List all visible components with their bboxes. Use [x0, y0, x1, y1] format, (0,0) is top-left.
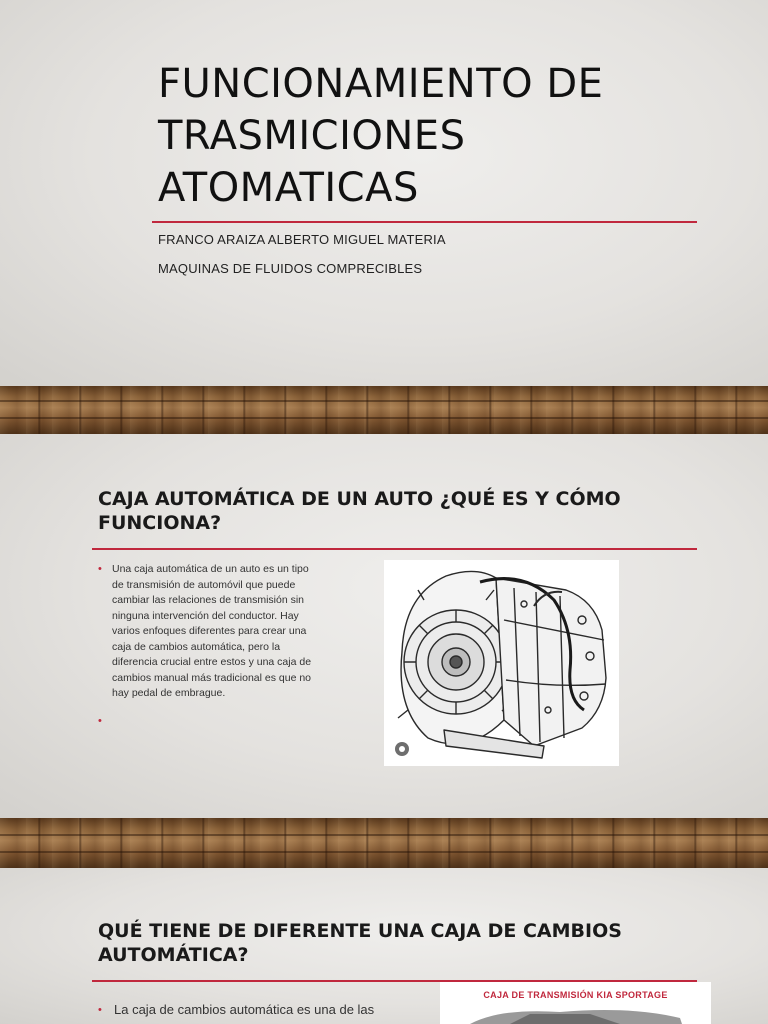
- kia-transmission-drawing: [440, 982, 711, 1024]
- list-item: • Una caja automática de un auto es un tipo de transmisión de automóvil que puede cambiar las relaciones de transmisión sin ninguna intervención del conductor. Hay varios enfoques diferentes para crear una caja de cambios automática, pero la diferencia crucial entre estos y una caja de cambios manual más tradicional es que no hay pedal de embrague.: [98, 563, 312, 699]
- slide-1: [0, 0, 768, 386]
- bullet-marker: •: [98, 1004, 102, 1016]
- wood-separator: [0, 386, 768, 434]
- slide-3-heading: QUÉ TIENE DE DIFERENTE UNA CAJA DE CAMBIOS AUTOMÁTICA?: [98, 920, 622, 966]
- heading-divider: [92, 548, 697, 550]
- bullet-list: [98, 562, 320, 727]
- presentation-title: FUNCIONAMIENTO DE TRASMICIONES ATOMATICAS: [158, 61, 604, 211]
- kia-transmission-image: [440, 982, 711, 1024]
- bullet-list: [98, 1001, 418, 1019]
- slide-2: [0, 434, 768, 818]
- list-item: • La caja de cambios automática es una de las: [98, 1002, 375, 1017]
- bullet-marker: •: [98, 714, 102, 727]
- title-divider: [152, 221, 697, 223]
- image-caption: CAJA DE TRANSMISIÓN KIA SPORTAGE: [483, 990, 668, 1000]
- transmission-drawing: [384, 560, 619, 766]
- transmission-image: [384, 560, 619, 766]
- wood-separator: [0, 818, 768, 868]
- author-line: FRANCO ARAIZA ALBERTO MIGUEL MATERIA: [158, 232, 446, 247]
- slide-3: [0, 868, 768, 1024]
- subject-line: MAQUINAS DE FLUIDOS COMPRECIBLES: [158, 261, 423, 276]
- slide-2-heading: CAJA AUTOMÁTICA DE UN AUTO ¿QUÉ ES Y CÓMO FUNCIONA?: [98, 488, 621, 534]
- bullet-marker: •: [98, 563, 102, 575]
- lens-icon: [395, 742, 409, 756]
